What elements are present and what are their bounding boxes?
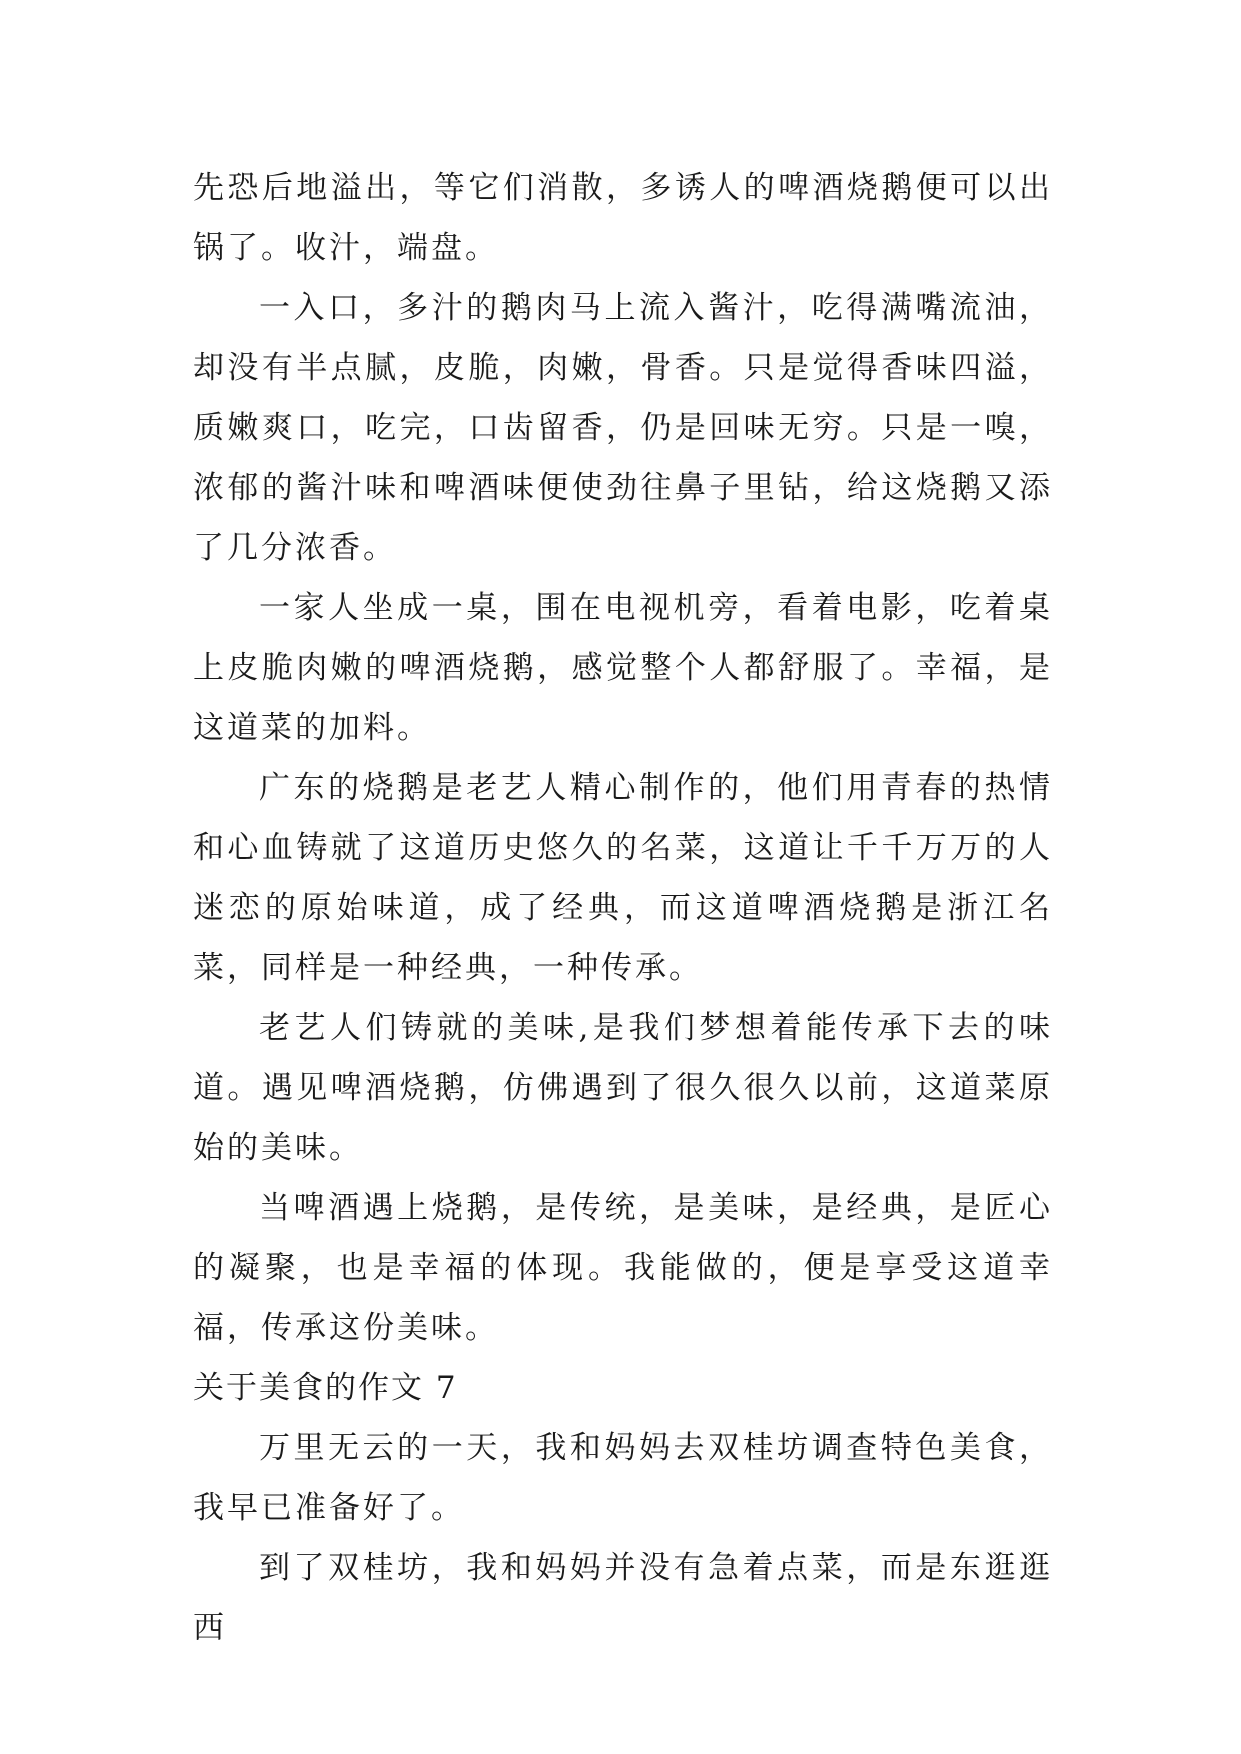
paragraph: 到了双桂坊，我和妈妈并没有急着点菜，而是东逛逛西	[193, 1550, 1053, 1646]
paragraph: 一家人坐成一桌，围在电视机旁，看着电影，吃着桌上皮脆肉嫩的啤酒烧鹅，感觉整个人都舒服了。幸福，是这道菜的加料。	[193, 590, 1053, 746]
paragraph: 当啤酒遇上烧鹅，是传统，是美味，是经典，是匠心的凝聚，也是幸福的体现。我能做的，便是享受这道幸福，传承这份美味。	[193, 1190, 1053, 1346]
paragraph: 先恐后地溢出，等它们消散，多诱人的啤酒烧鹅便可以出锅了。收汁，端盘。	[193, 170, 1053, 266]
paragraph: 一入口，多汁的鹅肉马上流入酱汁，吃得满嘴流油，却没有半点腻，皮脆，肉嫩，骨香。只是觉得香味四溢，质嫩爽口，吃完，口齿留香，仍是回味无穷。只是一嗅，浓郁的酱汁味和啤酒味便使劲往鼻子里钻，给这烧鹅又添了几分浓香。	[193, 290, 1053, 566]
paragraph: 万里无云的一天，我和妈妈去双桂坊调查特色美食，我早已准备好了。	[193, 1430, 1053, 1526]
paragraph: 老艺人们铸就的美味,是我们梦想着能传承下去的味道。遇见啤酒烧鹅，仿佛遇到了很久很久以前，这道菜原始的美味。	[193, 1010, 1053, 1166]
paragraph: 广东的烧鹅是老艺人精心制作的，他们用青春的热情和心血铸就了这道历史悠久的名菜，这道让千千万万的人迷恋的原始味道，成了经典，而这道啤酒烧鹅是浙江名菜，同样是一种经典，一种传承。	[193, 770, 1053, 986]
section-heading: 关于美食的作文 7	[193, 1370, 458, 1406]
document-body	[193, 158, 1053, 1658]
